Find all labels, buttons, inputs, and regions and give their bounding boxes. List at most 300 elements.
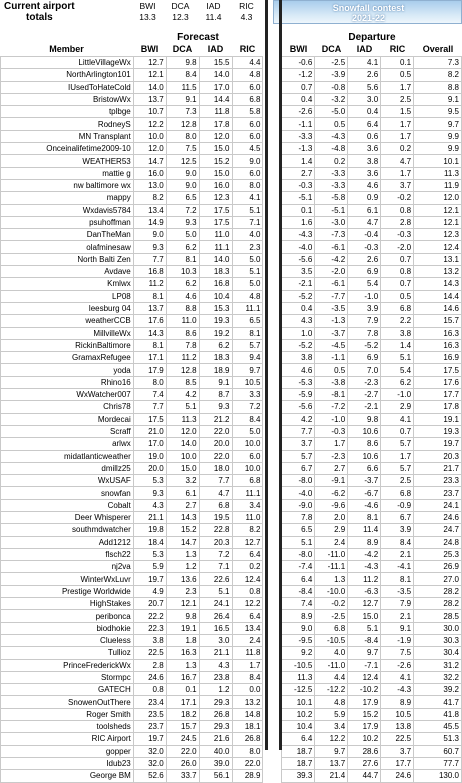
forecast-bwi: 23.5 <box>133 708 166 720</box>
departure-dca: -10.0 <box>315 585 348 597</box>
departure-ric: 3.9 <box>381 524 414 536</box>
departure-ric: 7.9 <box>381 598 414 610</box>
departure-ric: 0.5 <box>381 290 414 302</box>
forecast-dca: 2.7 <box>166 499 199 511</box>
forecast-bwi: 12.1 <box>133 69 166 81</box>
forecast-ric: 5.1 <box>232 204 263 216</box>
table-row <box>1 106 462 118</box>
departure-dca: 2.4 <box>315 536 348 548</box>
forecast-ric: 9.7 <box>232 364 263 376</box>
forecast-ric: 2.4 <box>232 634 263 646</box>
table-row <box>1 438 462 450</box>
overall-score: 14.6 <box>414 302 462 314</box>
forecast-iad: 24.1 <box>199 598 232 610</box>
departure-bwi: 3.7 <box>282 438 315 450</box>
member-name: leesburg 04 <box>1 302 134 314</box>
overall-score: 19.3 <box>414 425 462 437</box>
departure-iad: 10.6 <box>348 425 381 437</box>
forecast-ric: 4.1 <box>232 192 263 204</box>
forecast-bwi: 19.7 <box>133 573 166 585</box>
departure-bwi: -4.0 <box>282 241 315 253</box>
forecast-dca: 7.2 <box>166 204 199 216</box>
departure-iad: 10.6 <box>348 450 381 462</box>
forecast-ric: 8.2 <box>232 524 263 536</box>
forecast-bwi: 17.6 <box>133 315 166 327</box>
departure-dca: 0.2 <box>315 155 348 167</box>
departure-ric: 1.7 <box>381 130 414 142</box>
forecast-iad: 29.3 <box>199 721 232 733</box>
overall-score: 9.9 <box>414 130 462 142</box>
departure-ric: 2.5 <box>381 93 414 105</box>
overall-score: 16.3 <box>414 327 462 339</box>
departure-ric: 4.7 <box>381 155 414 167</box>
member-name: WinterWxLuvr <box>1 573 134 585</box>
overall-score: 10.1 <box>414 155 462 167</box>
forecast-dca: 15.2 <box>166 524 199 536</box>
forecast-iad: 40.0 <box>199 745 232 757</box>
departure-bwi: -3.3 <box>282 130 315 142</box>
table-row <box>1 671 462 683</box>
forecast-bwi: 8.0 <box>133 376 166 388</box>
member-name: southmdwatcher <box>1 524 134 536</box>
departure-dca: 2.7 <box>315 462 348 474</box>
departure-iad: 12.7 <box>348 598 381 610</box>
member-name: WxUSAF <box>1 475 134 487</box>
forecast-iad: 18.9 <box>199 364 232 376</box>
forecast-iad: 22.0 <box>199 450 232 462</box>
departure-bwi: -5.2 <box>282 290 315 302</box>
departure-dca: -4.8 <box>315 143 348 155</box>
overall-score: 7.3 <box>414 57 462 69</box>
departure-bwi: -5.6 <box>282 401 315 413</box>
forecast-dca: 9.0 <box>166 167 199 179</box>
departure-bwi: 0.4 <box>282 302 315 314</box>
departure-bwi: -1.1 <box>282 118 315 130</box>
overall-score: 11.3 <box>414 167 462 179</box>
forecast-ric: 8.0 <box>232 179 263 191</box>
forecast-iad: 12.3 <box>199 192 232 204</box>
forecast-ric: 0.2 <box>232 561 263 573</box>
forecast-bwi: 0.8 <box>133 684 166 696</box>
member-name: Roger Smith <box>1 708 134 720</box>
member-name: Scraff <box>1 425 134 437</box>
departure-dca: 12.2 <box>315 733 348 745</box>
forecast-bwi: 14.9 <box>133 216 166 228</box>
forecast-ric: 6.8 <box>232 475 263 487</box>
forecast-iad: 15.2 <box>199 155 232 167</box>
departure-bwi: 2.7 <box>282 167 315 179</box>
overall-score: 19.1 <box>414 413 462 425</box>
member-name: mattie g <box>1 167 134 179</box>
departure-iad: -1.0 <box>348 290 381 302</box>
overall-score: 24.8 <box>414 536 462 548</box>
departure-iad: -2.7 <box>348 389 381 401</box>
table-row <box>1 352 462 364</box>
member-name: Deer Whisperer <box>1 511 134 523</box>
overall-score: 130.0 <box>414 770 462 782</box>
airport-code-ric: RIC <box>239 1 254 11</box>
departure-bwi: 0.4 <box>282 93 315 105</box>
totals-label-line2: totals <box>26 12 53 23</box>
departure-iad: 3.6 <box>348 167 381 179</box>
forecast-bwi: 13.0 <box>133 179 166 191</box>
departure-bwi: -5.2 <box>282 339 315 351</box>
forecast-bwi: 8.1 <box>133 339 166 351</box>
member-name: GATECH <box>1 684 134 696</box>
overall-score: 39.2 <box>414 684 462 696</box>
departure-bwi: 6.4 <box>282 733 315 745</box>
member-name: biodhokie <box>1 622 134 634</box>
overall-score: 14.4 <box>414 290 462 302</box>
departure-ric: 1.5 <box>381 106 414 118</box>
forecast-ric: 4.5 <box>232 143 263 155</box>
forecast-bwi: 22.2 <box>133 610 166 622</box>
forecast-iad: 19.2 <box>199 327 232 339</box>
departure-dca: -1.3 <box>315 315 348 327</box>
departure-ric: 5.4 <box>381 364 414 376</box>
departure-dca: -5.0 <box>315 106 348 118</box>
departure-iad: -2.1 <box>348 401 381 413</box>
forecast-bwi: 16.8 <box>133 266 166 278</box>
departure-iad: 4.1 <box>348 57 381 69</box>
forecast-iad: 22.0 <box>199 425 232 437</box>
member-name: Wxdavis5784 <box>1 204 134 216</box>
departure-bwi: 18.7 <box>282 745 315 757</box>
departure-iad: 9.7 <box>348 647 381 659</box>
departure-iad: 4.7 <box>348 216 381 228</box>
forecast-dca: 24.5 <box>166 733 199 745</box>
departure-ric: 0.8 <box>381 204 414 216</box>
overall-score: 17.8 <box>414 401 462 413</box>
departure-bwi: 11.3 <box>282 671 315 683</box>
forecast-ric: 5.0 <box>232 278 263 290</box>
departure-bwi: -12.5 <box>282 684 315 696</box>
departure-iad: 5.1 <box>348 622 381 634</box>
departure-dca: -2.0 <box>315 266 348 278</box>
member-name: NorthArlington101 <box>1 69 134 81</box>
departure-col-iad: IAD <box>356 44 373 54</box>
forecast-bwi: 9.0 <box>133 229 166 241</box>
overall-score: 17.6 <box>414 376 462 388</box>
departure-dca: -7.7 <box>315 290 348 302</box>
departure-ric: -0.2 <box>381 192 414 204</box>
member-name: psuhoffman <box>1 216 134 228</box>
forecast-bwi: 16.0 <box>133 167 166 179</box>
forecast-dca: 14.0 <box>166 438 199 450</box>
departure-dca: -10.5 <box>315 634 348 646</box>
table-row <box>1 450 462 462</box>
forecast-dca: 10.3 <box>166 266 199 278</box>
overall-score: 9.9 <box>414 143 462 155</box>
forecast-dca: 16.7 <box>166 671 199 683</box>
member-name: gopper <box>1 745 134 757</box>
forecast-bwi: 14.0 <box>133 81 166 93</box>
departure-bwi: 6.4 <box>282 573 315 585</box>
departure-dca: -9.1 <box>315 475 348 487</box>
member-name: RodneyS <box>1 118 134 130</box>
departure-ric: -1.9 <box>381 634 414 646</box>
departure-iad: -0.3 <box>348 241 381 253</box>
overall-score: 28.2 <box>414 585 462 597</box>
airport-total-bwi: 13.3 <box>139 12 156 22</box>
forecast-dca: 1.2 <box>166 561 199 573</box>
forecast-dca: 11.5 <box>166 81 199 93</box>
table-row <box>1 93 462 105</box>
table-row <box>1 413 462 425</box>
forecast-ric: 10.0 <box>232 462 263 474</box>
forecast-ric: 5.0 <box>232 253 263 265</box>
departure-ric: 0.2 <box>381 143 414 155</box>
departure-dca: -4.3 <box>315 130 348 142</box>
member-name: WxWatcher007 <box>1 389 134 401</box>
forecast-iad: 39.0 <box>199 757 232 769</box>
member-name: Idub23 <box>1 757 134 769</box>
departure-dca: -5.8 <box>315 192 348 204</box>
overall-score: 25.3 <box>414 548 462 560</box>
departure-ric: -3.5 <box>381 585 414 597</box>
forecast-bwi: 22.3 <box>133 622 166 634</box>
departure-dca: -3.0 <box>315 216 348 228</box>
forecast-bwi: 24.6 <box>133 671 166 683</box>
departure-ric: -2.0 <box>381 241 414 253</box>
forecast-iad: 19.3 <box>199 315 232 327</box>
forecast-ric: 6.0 <box>232 167 263 179</box>
forecast-ric: 14.8 <box>232 708 263 720</box>
departure-dca: -11.0 <box>315 659 348 671</box>
overall-score: 20.3 <box>414 450 462 462</box>
member-name: Avdave <box>1 266 134 278</box>
departure-iad: 6.6 <box>348 462 381 474</box>
departure-ric: 6.7 <box>381 511 414 523</box>
forecast-ric: 11.8 <box>232 647 263 659</box>
table-row <box>1 684 462 696</box>
departure-iad: 27.6 <box>348 757 381 769</box>
departure-ric: 5.7 <box>381 438 414 450</box>
forecast-ric: 28.9 <box>232 770 263 782</box>
departure-ric: 2.2 <box>381 315 414 327</box>
forecast-ric: 1.7 <box>232 659 263 671</box>
forecast-bwi: 9.3 <box>133 487 166 499</box>
departure-ric: 8.1 <box>381 573 414 585</box>
departure-iad: 12.4 <box>348 671 381 683</box>
contest-title-banner <box>273 0 462 24</box>
departure-ric: 0.7 <box>381 425 414 437</box>
forecast-dca: 8.4 <box>166 69 199 81</box>
departure-ric: 22.5 <box>381 733 414 745</box>
overall-score: 13.2 <box>414 266 462 278</box>
forecast-iad: 14.0 <box>199 69 232 81</box>
forecast-dca: 6.1 <box>166 487 199 499</box>
forecast-iad: 8.7 <box>199 389 232 401</box>
departure-ric: 1.7 <box>381 167 414 179</box>
departure-dca: -9.6 <box>315 499 348 511</box>
departure-dca: -6.1 <box>315 241 348 253</box>
departure-ric: -2.6 <box>381 659 414 671</box>
forecast-bwi: 7.7 <box>133 401 166 413</box>
departure-bwi: 6.5 <box>282 524 315 536</box>
forecast-ric: 8.4 <box>232 671 263 683</box>
forecast-ric: 0.8 <box>232 585 263 597</box>
forecast-dca: 6.2 <box>166 278 199 290</box>
standings-table <box>0 56 462 783</box>
forecast-iad: 14.4 <box>199 93 232 105</box>
departure-dca: 2.9 <box>315 524 348 536</box>
table-row <box>1 634 462 646</box>
departure-dca: -11.0 <box>315 548 348 560</box>
departure-dca: 9.7 <box>315 745 348 757</box>
airport-code-iad: IAD <box>206 1 221 11</box>
departure-bwi: 10.1 <box>282 696 315 708</box>
forecast-dca: 13.6 <box>166 573 199 585</box>
departure-ric: 0.7 <box>381 253 414 265</box>
departure-dca: -7.3 <box>315 229 348 241</box>
departure-bwi: 9.0 <box>282 622 315 634</box>
table-row <box>1 708 462 720</box>
forecast-dca: 7.5 <box>166 143 199 155</box>
member-name: Clueless <box>1 634 134 646</box>
member-name: GramaxRefugee <box>1 352 134 364</box>
forecast-bwi: 12.2 <box>133 118 166 130</box>
forecast-dca: 8.5 <box>166 376 199 388</box>
forecast-ric: 13.4 <box>232 622 263 634</box>
departure-ric: 2.8 <box>381 216 414 228</box>
forecast-bwi: 11.2 <box>133 278 166 290</box>
forecast-dca: 15.7 <box>166 721 199 733</box>
table-row <box>1 585 462 597</box>
forecast-bwi: 4.9 <box>133 585 166 597</box>
forecast-bwi: 4.3 <box>133 499 166 511</box>
overall-score: 8.8 <box>414 81 462 93</box>
departure-ric: 0.5 <box>381 69 414 81</box>
member-name: Prestige Worldwide <box>1 585 134 597</box>
departure-iad: 0.6 <box>348 130 381 142</box>
member-name: Kmlwx <box>1 278 134 290</box>
airport-totals-header <box>0 0 462 24</box>
forecast-iad: 21.6 <box>199 733 232 745</box>
departure-iad: 3.6 <box>348 143 381 155</box>
forecast-ric: 6.0 <box>232 130 263 142</box>
member-name: Cobalt <box>1 499 134 511</box>
forecast-dca: 9.1 <box>166 93 199 105</box>
forecast-bwi: 17.1 <box>133 352 166 364</box>
forecast-ric: 4.0 <box>232 229 263 241</box>
departure-bwi: -8.0 <box>282 475 315 487</box>
forecast-ric: 9.0 <box>232 155 263 167</box>
departure-dca: -3.8 <box>315 376 348 388</box>
departure-ric: 0.7 <box>381 278 414 290</box>
departure-iad: 6.1 <box>348 204 381 216</box>
forecast-ric: 10.5 <box>232 376 263 388</box>
departure-ric: 2.5 <box>381 475 414 487</box>
forecast-bwi: 9.3 <box>133 241 166 253</box>
departure-bwi: 6.7 <box>282 462 315 474</box>
forecast-bwi: 14.7 <box>133 155 166 167</box>
forecast-iad: 4.7 <box>199 487 232 499</box>
overall-score: 30.4 <box>414 647 462 659</box>
table-row <box>1 696 462 708</box>
departure-dca: 1.7 <box>315 438 348 450</box>
departure-iad: 0.4 <box>348 106 381 118</box>
table-row <box>1 204 462 216</box>
departure-dca: -2.5 <box>315 610 348 622</box>
departure-bwi: -4.0 <box>282 487 315 499</box>
departure-iad: 4.6 <box>348 179 381 191</box>
table-row <box>1 290 462 302</box>
departure-bwi: 3.8 <box>282 352 315 364</box>
forecast-ric: 18.1 <box>232 721 263 733</box>
forecast-bwi: 3.8 <box>133 634 166 646</box>
departure-dca: -0.2 <box>315 598 348 610</box>
forecast-col-ric: RIC <box>239 44 256 54</box>
departure-bwi: -2.6 <box>282 106 315 118</box>
departure-iad: 7.9 <box>348 315 381 327</box>
departure-iad: 8.6 <box>348 438 381 450</box>
forecast-iad: 9.1 <box>199 376 232 388</box>
table-row <box>1 241 462 253</box>
member-name: Chris78 <box>1 401 134 413</box>
overall-score: 15.7 <box>414 315 462 327</box>
member-name: IUsedToHateCold <box>1 81 134 93</box>
forecast-bwi: 5.3 <box>133 548 166 560</box>
forecast-dca: 12.5 <box>166 155 199 167</box>
overall-score: 51.3 <box>414 733 462 745</box>
departure-iad: 5.4 <box>348 278 381 290</box>
forecast-iad: 10.4 <box>199 290 232 302</box>
overall-score: 19.7 <box>414 438 462 450</box>
forecast-ric: 12.4 <box>232 573 263 585</box>
overall-score: 14.3 <box>414 278 462 290</box>
forecast-dca: 7.3 <box>166 106 199 118</box>
table-row <box>1 733 462 745</box>
departure-ric: 6.8 <box>381 302 414 314</box>
departure-ric: 4.1 <box>381 413 414 425</box>
forecast-iad: 26.8 <box>199 708 232 720</box>
departure-bwi: -9.5 <box>282 634 315 646</box>
forecast-iad: 18.0 <box>199 462 232 474</box>
departure-iad: 44.7 <box>348 770 381 782</box>
departure-iad: 3.0 <box>348 93 381 105</box>
departure-iad: 0.9 <box>348 192 381 204</box>
forecast-ric: 3.3 <box>232 389 263 401</box>
member-name: Stormpc <box>1 671 134 683</box>
forecast-bwi: 7.4 <box>133 389 166 401</box>
table-row <box>1 253 462 265</box>
forecast-ric: 6.0 <box>232 81 263 93</box>
departure-ric: -1.0 <box>381 389 414 401</box>
forecast-ric: 7.2 <box>232 401 263 413</box>
departure-iad: 6.9 <box>348 352 381 364</box>
forecast-iad: 17.0 <box>199 81 232 93</box>
forecast-iad: 21.1 <box>199 647 232 659</box>
overall-score: 32.2 <box>414 671 462 683</box>
member-name: WEATHER53 <box>1 155 134 167</box>
departure-bwi: 10.2 <box>282 708 315 720</box>
table-row <box>1 167 462 179</box>
overall-score: 13.1 <box>414 253 462 265</box>
forecast-bwi: 13.7 <box>133 93 166 105</box>
departure-bwi: 4.3 <box>282 315 315 327</box>
forecast-iad: 6.2 <box>199 339 232 351</box>
forecast-bwi: 20.7 <box>133 598 166 610</box>
table-row <box>1 69 462 81</box>
departure-bwi: -8.4 <box>282 585 315 597</box>
departure-dca: -3.3 <box>315 179 348 191</box>
departure-ric: 1.7 <box>381 450 414 462</box>
forecast-iad: 9.3 <box>199 401 232 413</box>
forecast-dca: 9.8 <box>166 610 199 622</box>
forecast-dca: 3.2 <box>166 475 199 487</box>
forecast-col-bwi: BWI <box>140 44 159 54</box>
